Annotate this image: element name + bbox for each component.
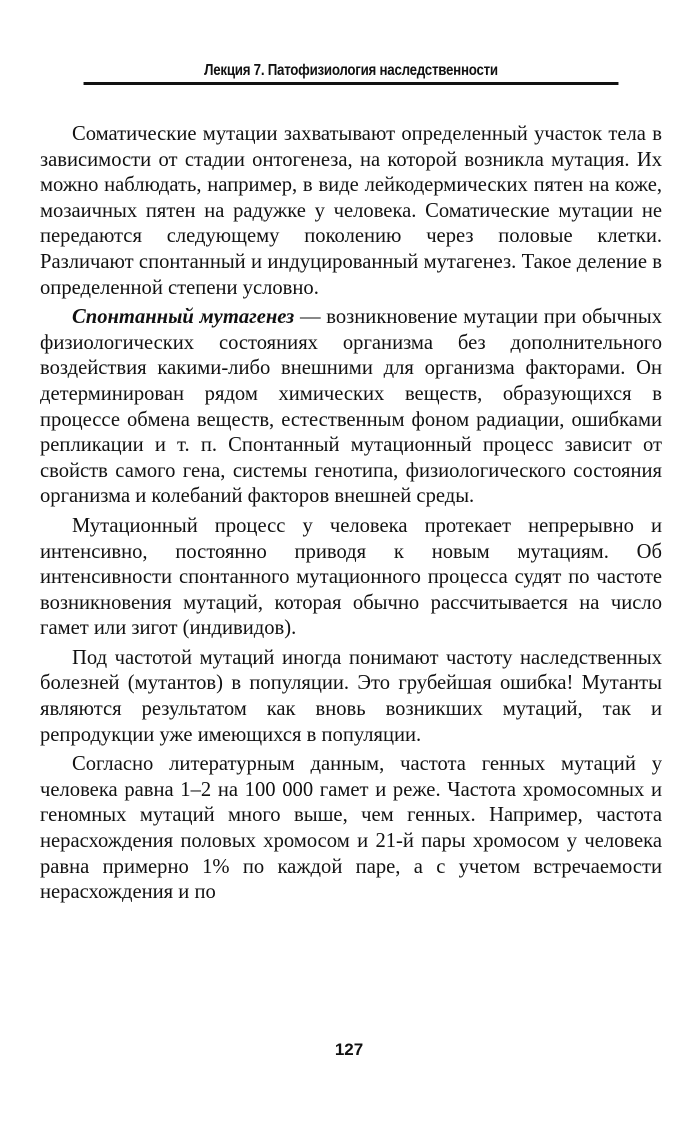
page-number: 127	[334, 1040, 364, 1059]
paragraph-mutation-frequency	[40, 646, 662, 748]
paragraph-text: Под частотой мутаций иногда понимают частоту наследственных болезней (мутантов) в популяции. Это грубейшая ошибка! Мутанты являются результатом как вновь возникших мутаций, так и репродукции уже имеющихся в популяции.	[40, 646, 662, 746]
running-title: Лекция 7. Патофизиология наследственности	[204, 62, 498, 79]
page-body	[40, 122, 662, 906]
paragraph-literature-data	[40, 752, 662, 906]
paragraph-somatic-mutations	[40, 122, 662, 301]
paragraph-spontaneous-mutagenesis	[40, 305, 662, 510]
paragraph-mutation-process	[40, 514, 662, 642]
running-header	[84, 60, 619, 85]
paragraph-text: Мутационный процесс у человека протекает непрерывно и интенсивно, постоянно приводя к новым мутациям. Об интенсивности спонтанного мутационного процесса судят по частоте возникновения мутаций, которая обычно рассчитывается на число гамет или зигот (индивидов).	[40, 514, 662, 640]
paragraph-text: Согласно литературным данным, частота генных мутаций у человека равна 1–2 на 100 000 гамет и реже. Частота хромосомных и геномных мутаций много выше, чем генных. Например, частота нерасхождения половых хромосом и 21-й пары хромосом у человека равна примерно 1% по каждой паре, а с учетом встречаемости нерасхождения и по	[40, 753, 662, 904]
defined-term: Спонтанный мутагенез	[72, 306, 295, 329]
paragraph-text: — возникновение мутации при обычных физиологических состояниях организма без дополнительного воздействия какими-либо внешними для организма факторами. Он детерминирован рядом химических веществ, образующихся в процессе обмена веществ, естественным фоном радиации, ошибками репликации и т. п. Спонтанный мутационный процесс зависит от свойств самого гена, системы генотипа, физиологического состояния организма и колебаний факторов внешней среды.	[40, 306, 662, 508]
paragraph-text: Соматические мутации захватывают определенный участок тела в зависимости от стадии онтогенеза, на которой возникла мутация. Их можно наблюдать, например, в виде лейкодермических пятен на коже, мозаичных пятен на радужке у человека. Соматические мутации не передаются следующему поколению через половые клетки. Различают спонтанный и индуцированный мутагенез. Такое деление в определенной степени условно.	[40, 123, 662, 299]
